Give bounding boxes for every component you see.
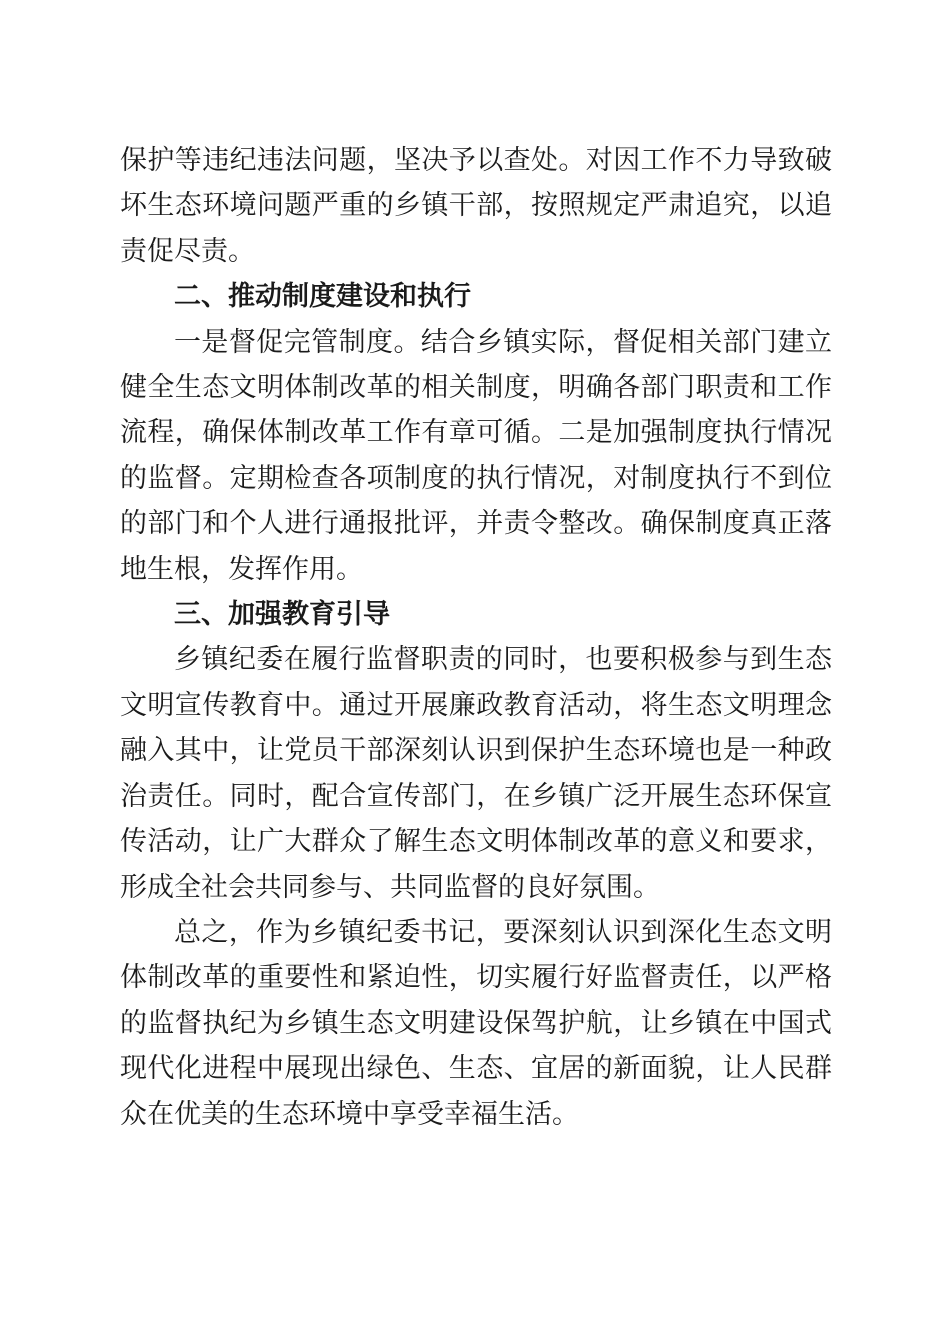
- section-heading-2: 二、推动制度建设和执行: [174, 281, 471, 313]
- paragraph-system-building: 一是督促完管制度。结合乡镇实际，督促相关部门建立健全生态文明体制改革的相关制度，明确各部门职责和工作流程，确保体制改革工作有章可循。二是加强制度执行情况的监督。定期检查各项制度的执行情况，对制度执行不到位的部门和个人进行通报批评，并责令整改。确保制度真正落地生根，发挥作用。: [120, 326, 832, 585]
- section-heading-3: 三、加强教育引导: [174, 599, 390, 631]
- paragraph-conclusion: 总之，作为乡镇纪委书记，要深刻认识到深化生态文明体制改革的重要性和紧迫性，切实履行好监督责任，以严格的监督执纪为乡镇生态文明建设保驾护航，让乡镇在中国式现代化进程中展现出绿色、生态、宜居的新面貌，让人民群众在优美的生态环境中享受幸福生活。: [120, 916, 832, 1130]
- paragraph-continuation: 保护等违纪违法问题，坚决予以查处。对因工作不力导致破坏生态环境问题严重的乡镇干部，按照规定严肃追究，以追责促尽责。: [120, 145, 832, 267]
- paragraph-education: 乡镇纪委在履行监督职责的同时，也要积极参与到生态文明宣传教育中。通过开展廉政教育活动，将生态文明理念融入其中，让党员干部深刻认识到保护生态环境也是一种政治责任。同时，配合宣传部门，在乡镇广泛开展生态环保宣传活动，让广大群众了解生态文明体制改革的意义和要求，形成全社会共同参与、共同监督的良好氛围。: [120, 644, 832, 903]
- document-body: [120, 138, 832, 1137]
